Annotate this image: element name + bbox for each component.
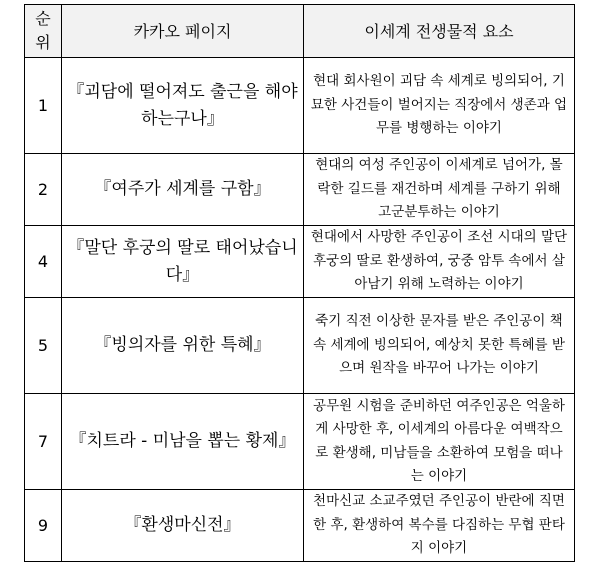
title-cell: 『치트라 - 미남을 뽑는 황제』 bbox=[62, 394, 304, 490]
header-element: 이세계 전생물적 요소 bbox=[304, 5, 575, 58]
rank-cell: 9 bbox=[25, 490, 62, 562]
title-cell: 『환생마신전』 bbox=[62, 490, 304, 562]
rank-cell: 1 bbox=[25, 58, 62, 154]
rank-cell: 7 bbox=[25, 394, 62, 490]
table-row bbox=[25, 490, 575, 562]
rank-cell: 4 bbox=[25, 226, 62, 298]
rank-cell: 5 bbox=[25, 298, 62, 394]
description-cell: 공무원 시험을 준비하던 여주인공은 억울하게 사망한 후, 이세계의 아름다운 여백작으로 환생해, 미남들을 소환하여 모험을 떠나는 이야기 bbox=[304, 394, 575, 490]
title-cell: 『빙의자를 위한 특혜』 bbox=[62, 298, 304, 394]
table-row bbox=[25, 58, 575, 154]
table-row bbox=[25, 154, 575, 226]
table-body bbox=[25, 58, 575, 562]
title-cell: 『괴담에 떨어져도 출근을 해야 하는구나』 bbox=[62, 58, 304, 154]
description-cell: 현대 회사원이 괴담 속 세계로 빙의되어, 기묘한 사건들이 벌어지는 직장에서 생존과 업무를 병행하는 이야기 bbox=[304, 58, 575, 154]
rank-cell: 2 bbox=[25, 154, 62, 226]
table-row bbox=[25, 226, 575, 298]
header-rank bbox=[25, 5, 62, 58]
ranking-table bbox=[24, 4, 575, 562]
header-rank-bottom: 위 bbox=[35, 33, 51, 52]
description-cell: 현대의 여성 주인공이 이세계로 넘어가, 몰락한 길드를 재건하며 세계를 구하기 위해 고군분투하는 이야기 bbox=[304, 154, 575, 226]
title-cell: 『말단 후궁의 딸로 태어났습니다』 bbox=[62, 226, 304, 298]
header-title: 카카오 페이지 bbox=[62, 5, 304, 58]
description-cell: 죽기 직전 이상한 문자를 받은 주인공이 책 속 세계에 빙의되어, 예상치 못한 특혜를 받으며 원작을 바꾸어 나가는 이야기 bbox=[304, 298, 575, 394]
table-row bbox=[25, 394, 575, 490]
table-header bbox=[25, 5, 575, 58]
header-rank-top: 순 bbox=[35, 9, 51, 28]
table-row bbox=[25, 298, 575, 394]
description-cell: 천마신교 소교주였던 주인공이 반란에 직면한 후, 환생하여 복수를 다짐하는 무협 판타지 이야기 bbox=[304, 490, 575, 562]
description-cell: 현대에서 사망한 주인공이 조선 시대의 말단 후궁의 딸로 환생하여, 궁중 암투 속에서 살아남기 위해 노력하는 이야기 bbox=[304, 226, 575, 298]
header-row bbox=[25, 5, 575, 58]
title-cell: 『여주가 세계를 구함』 bbox=[62, 154, 304, 226]
